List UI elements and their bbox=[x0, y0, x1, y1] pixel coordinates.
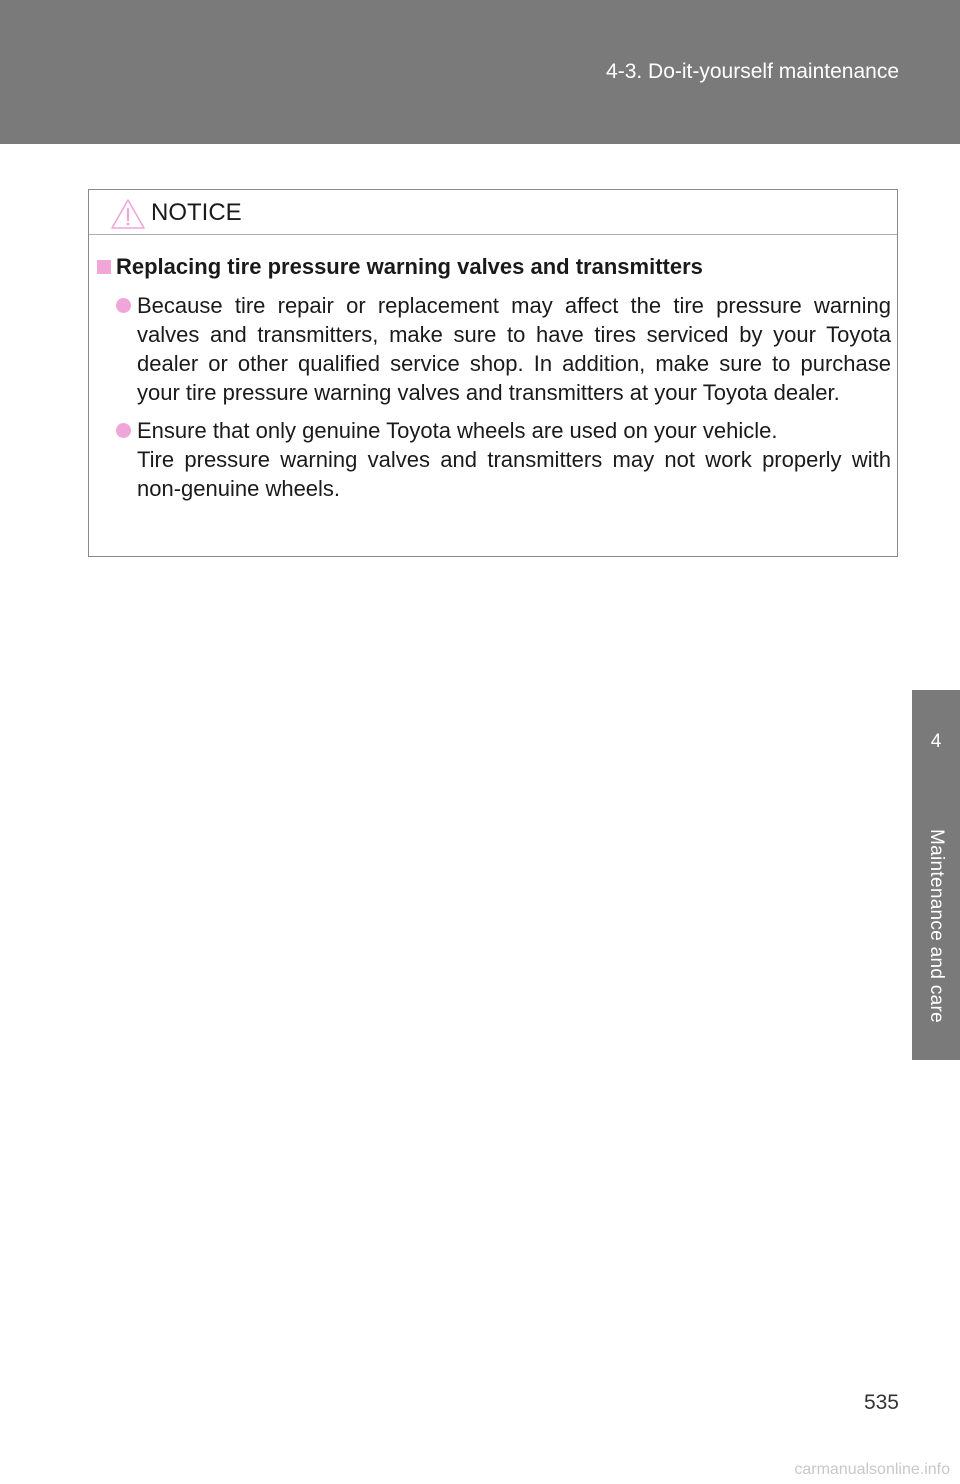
list-item bbox=[97, 416, 891, 503]
round-bullet-icon bbox=[116, 298, 131, 313]
notice-box bbox=[88, 189, 898, 557]
header-bar bbox=[0, 0, 960, 144]
section-title: 4-3. Do-it-yourself maintenance bbox=[606, 60, 899, 83]
chapter-number: 4 bbox=[930, 730, 942, 752]
round-bullet-icon bbox=[116, 423, 131, 438]
watermark-logo: carmanualsonline.info bbox=[794, 1461, 950, 1478]
warning-triangle-icon bbox=[110, 198, 146, 230]
chapter-tab-number[interactable] bbox=[912, 690, 960, 793]
notice-title: NOTICE bbox=[151, 199, 242, 226]
chapter-tab-label[interactable] bbox=[912, 793, 960, 1060]
section-heading bbox=[97, 252, 891, 282]
section-heading-text: Replacing tire pressure warning valves and transmitters bbox=[116, 254, 703, 279]
chapter-label: Maintenance and care bbox=[926, 829, 947, 1024]
notice-body bbox=[97, 252, 891, 503]
list-item bbox=[97, 291, 891, 407]
list-item-text-line1: Ensure that only genuine Toyota wheels are used on your vehicle. bbox=[137, 418, 778, 443]
page-number: 535 bbox=[863, 1391, 899, 1414]
list-item-text-line2: Tire pressure warning valves and transmitters may not work properly with non-genuine wheels. bbox=[137, 447, 891, 501]
list-item-text: Because tire repair or replacement may affect the tire pressure warning valves and transmitters, make sure to have tires serviced by your Toyota dealer or other qualified service shop. In addition, make sure to purchase your tire pressure warning valves and transmitters at your Toyota dealer. bbox=[137, 293, 891, 405]
square-bullet-icon bbox=[97, 260, 111, 274]
notice-header bbox=[89, 190, 897, 235]
